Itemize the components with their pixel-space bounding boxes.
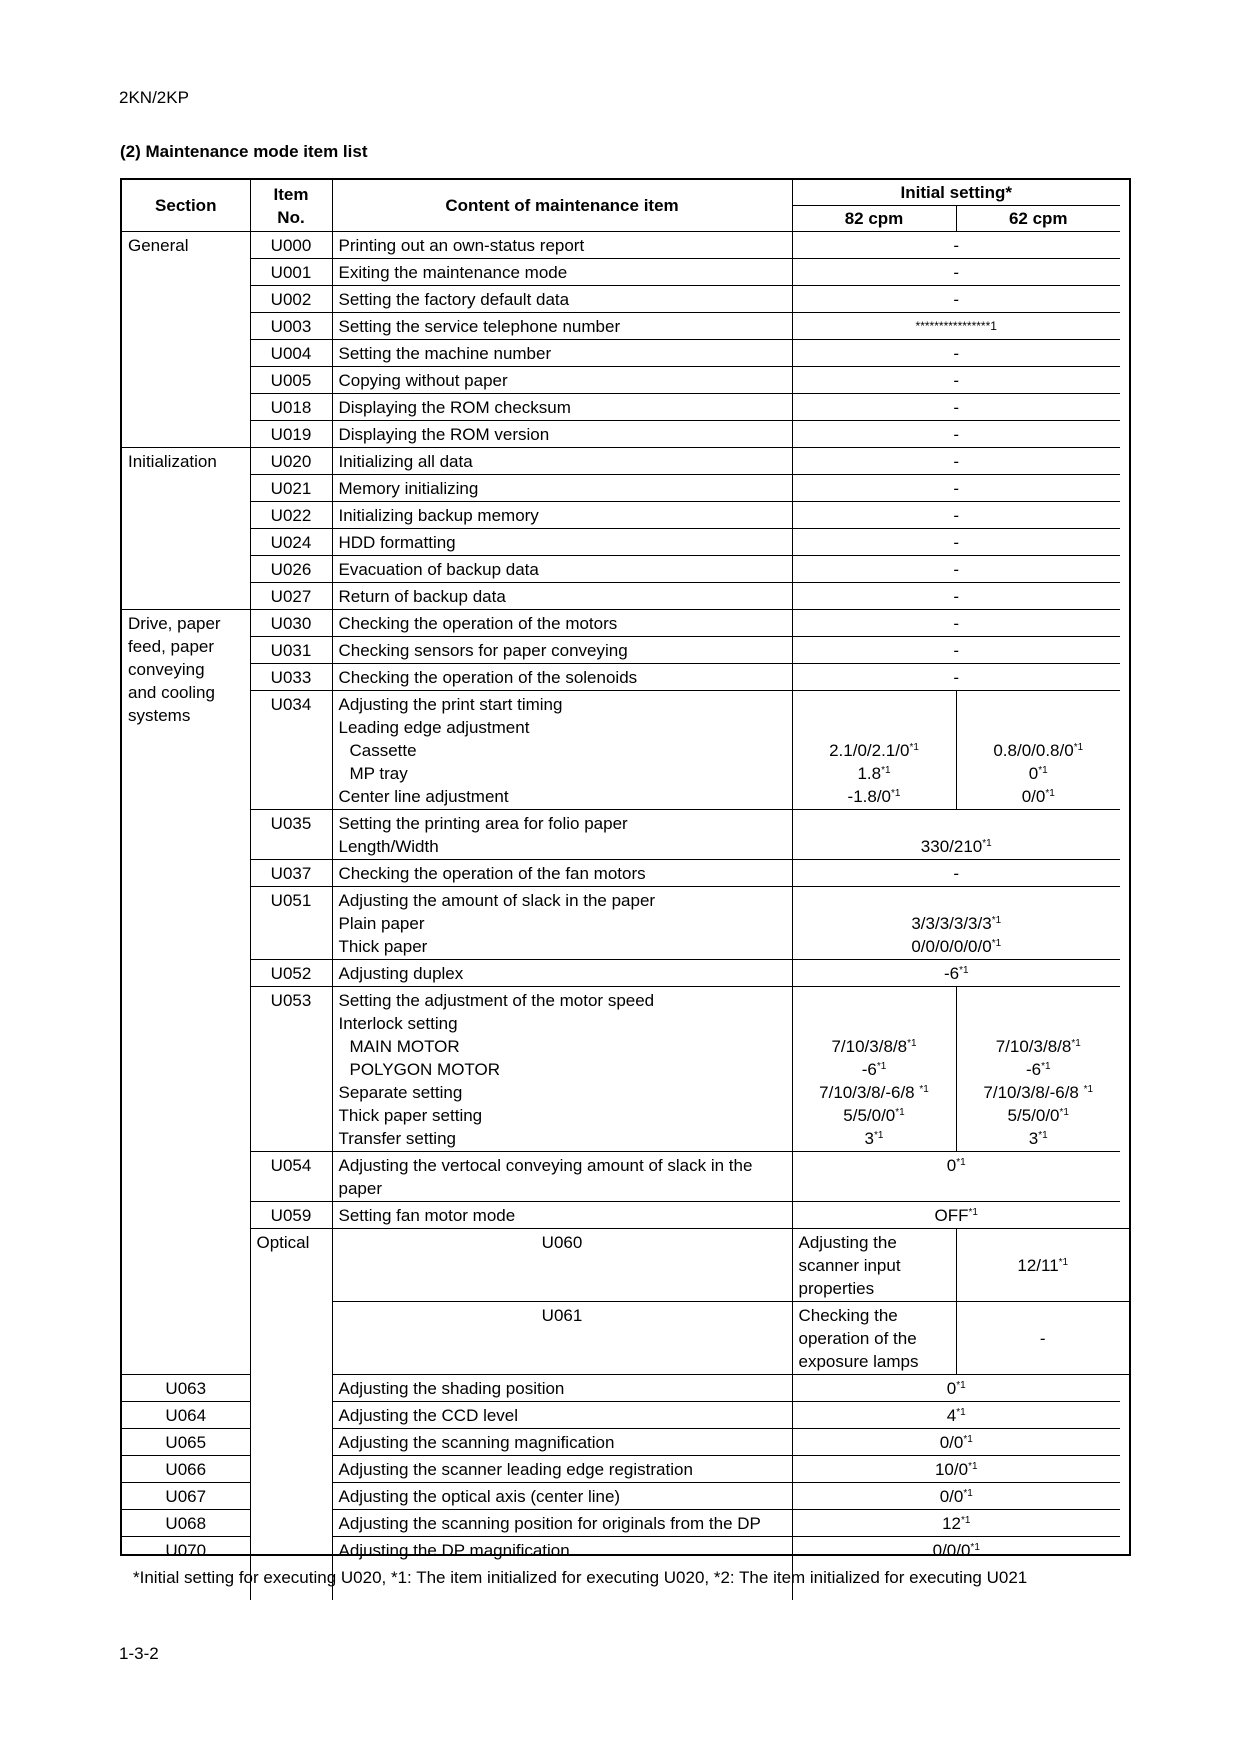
item-no: U061 <box>332 1302 792 1375</box>
item-content: Setting the machine number <box>332 340 792 367</box>
item-content: Checking the operation of the solenoids <box>332 664 792 691</box>
item-no: U022 <box>250 502 332 529</box>
item-no: U060 <box>332 1229 792 1302</box>
section-optical: Optical <box>250 1229 332 1601</box>
item-no: U063 <box>122 1375 250 1402</box>
maintenance-item-table <box>122 180 1129 1600</box>
item-no: U031 <box>250 637 332 664</box>
initial-value: - <box>792 556 1120 583</box>
item-no: U052 <box>250 960 332 987</box>
initial-value: 0/0/0$^{*1}$ <box>792 1537 1120 1601</box>
item-content: Memory initializing <box>332 475 792 502</box>
table-row <box>122 394 1129 421</box>
item-content: Displaying the ROM checksum <box>332 394 792 421</box>
item-content: Adjusting the scanner leading edge registration <box>332 1456 792 1483</box>
item-content: Evacuation of backup data <box>332 556 792 583</box>
item-content: Checking sensors for paper conveying <box>332 637 792 664</box>
initial-value: - <box>792 529 1120 556</box>
item-content: Setting fan motor mode <box>332 1202 792 1229</box>
col-header-item-no: Item No. <box>250 180 332 232</box>
item-content: Return of backup data <box>332 583 792 610</box>
item-content: Adjusting the vertocal conveying amount of slack in the paper <box>332 1152 792 1202</box>
initial-value: - <box>792 502 1120 529</box>
table-row <box>122 475 1129 502</box>
table-row <box>122 887 1129 960</box>
col-header-initial-setting: Initial setting* <box>792 180 1120 206</box>
item-content: Checking the operation of the exposure lamps <box>792 1302 956 1375</box>
section-heading: (2) Maintenance mode item list <box>120 142 368 161</box>
item-content: Checking the operation of the motors <box>332 610 792 637</box>
initial-value: 12/11$^{*1}$ <box>956 1229 1129 1302</box>
item-no: U067 <box>122 1483 250 1510</box>
item-no: U018 <box>250 394 332 421</box>
item-no: U065 <box>122 1429 250 1456</box>
item-content: Adjusting the DP magnification <box>332 1537 792 1601</box>
item-content: Setting the adjustment of the motor speed Interlock setting MAIN MOTOR POLYGON MOTOR Separate setting Thick paper setting Transfer setting <box>332 987 792 1152</box>
item-content: Printing out an own-status report <box>332 232 792 259</box>
item-content: Setting the factory default data <box>332 286 792 313</box>
table-row <box>122 691 1129 810</box>
item-content: Adjusting the print start timing Leading edge adjustment Cassette MP tray Center line adjustment <box>332 691 792 810</box>
initial-value: - <box>792 448 1120 475</box>
initial-value: - <box>792 286 1120 313</box>
table-row <box>122 313 1129 340</box>
col-header-82cpm: 82 cpm <box>792 206 956 232</box>
item-no: U054 <box>250 1152 332 1202</box>
col-header-section: Section <box>122 180 250 232</box>
table-row <box>122 960 1129 987</box>
table-row <box>122 232 1129 259</box>
table-row <box>122 340 1129 367</box>
item-no: U000 <box>250 232 332 259</box>
initial-value: - <box>792 394 1120 421</box>
table-row <box>122 810 1129 860</box>
initial-value: 12$^{*1}$ <box>792 1510 1120 1537</box>
initial-value: - <box>792 475 1120 502</box>
item-no: U026 <box>250 556 332 583</box>
item-no: U033 <box>250 664 332 691</box>
table-row <box>122 1152 1129 1202</box>
table-row <box>122 1229 1129 1302</box>
initial-value: 10/0$^{*1}$ <box>792 1456 1120 1483</box>
item-no: U068 <box>122 1510 250 1537</box>
initial-value: 0/0$^{*1}$ <box>792 1483 1120 1510</box>
initial-value: - <box>792 340 1120 367</box>
initial-value-82cpm: 2.1/0/2.1/0$^{*1}$ 1.8$^{*1}$ -1.8/0$^{*1}$ <box>792 691 956 810</box>
item-no: U035 <box>250 810 332 860</box>
table-row <box>122 502 1129 529</box>
initial-value: ****************1 <box>792 313 1120 340</box>
table-row <box>122 610 1129 637</box>
item-content: Setting the service telephone number <box>332 313 792 340</box>
table-row <box>122 664 1129 691</box>
table-row <box>122 583 1129 610</box>
item-no: U019 <box>250 421 332 448</box>
initial-value: 0/0$^{*1}$ <box>792 1429 1120 1456</box>
item-content: Initializing all data <box>332 448 792 475</box>
initial-value: - <box>792 367 1120 394</box>
table-row <box>122 987 1129 1152</box>
table-row <box>122 421 1129 448</box>
initial-value-62cpm: 0.8/0/0.8/0$^{*1}$ 0$^{*1}$ 0/0$^{*1}$ <box>956 691 1120 810</box>
initial-value: - <box>956 1302 1129 1375</box>
initial-value: - <box>792 860 1120 887</box>
model-code: 2KN/2KP <box>119 88 189 107</box>
item-no: U053 <box>250 987 332 1152</box>
initial-value: - <box>792 664 1120 691</box>
item-no: U003 <box>250 313 332 340</box>
item-content: Adjusting the shading position <box>332 1375 792 1402</box>
initial-value: 4$^{*1}$ <box>792 1402 1120 1429</box>
item-content: Adjusting the scanner input properties <box>792 1229 956 1302</box>
table-row <box>122 448 1129 475</box>
item-content: Adjusting duplex <box>332 960 792 987</box>
initial-value-82cpm: 7/10/3/8/8$^{*1}$ -6$^{*1}$ 7/10/3/8/-6/8 $^{*1}$ 5/5/0/0$^{*1}$ 3$^{*1}$ <box>792 987 956 1152</box>
item-no: U034 <box>250 691 332 810</box>
initial-value: 0$^{*1}$ <box>792 1375 1120 1402</box>
table-row <box>122 556 1129 583</box>
item-content: Checking the operation of the fan motors <box>332 860 792 887</box>
table-footnote: *Initial setting for executing U020, *1: The item initialized for executing U020, *2: The item initialized for executing U021 <box>133 1568 1028 1587</box>
initial-value: - <box>792 259 1120 286</box>
item-no: U002 <box>250 286 332 313</box>
item-content: HDD formatting <box>332 529 792 556</box>
item-no: U004 <box>250 340 332 367</box>
table-row <box>122 286 1129 313</box>
item-no: U024 <box>250 529 332 556</box>
section-drive-systems: Drive, paper feed, paper conveying and cooling systems <box>122 610 250 1375</box>
table-row <box>122 259 1129 286</box>
item-content: Adjusting the amount of slack in the paper Plain paper Thick paper <box>332 887 792 960</box>
initial-value: -6$^{*1}$ <box>792 960 1120 987</box>
initial-value: 330/210$^{*1}$ <box>792 810 1120 860</box>
item-no: U037 <box>250 860 332 887</box>
table-row <box>122 529 1129 556</box>
item-content: Initializing backup memory <box>332 502 792 529</box>
section-general: General <box>122 232 250 448</box>
table-row <box>122 367 1129 394</box>
initial-value-62cpm: 7/10/3/8/8$^{*1}$ -6$^{*1}$ 7/10/3/8/-6/8 $^{*1}$ 5/5/0/0$^{*1}$ 3$^{*1}$ <box>956 987 1120 1152</box>
initial-value: OFF$^{*1}$ <box>792 1202 1120 1229</box>
initial-value: - <box>792 421 1120 448</box>
item-content: Exiting the maintenance mode <box>332 259 792 286</box>
item-no: U059 <box>250 1202 332 1229</box>
initial-value: - <box>792 232 1120 259</box>
item-content: Displaying the ROM version <box>332 421 792 448</box>
table-row <box>122 1202 1129 1229</box>
initial-value: 3/3/3/3/3/3$^{*1}$ 0/0/0/0/0/0$^{*1}$ <box>792 887 1120 960</box>
item-no: U001 <box>250 259 332 286</box>
item-no: U021 <box>250 475 332 502</box>
item-content: Adjusting the scanning position for originals from the DP <box>332 1510 792 1537</box>
initial-value: - <box>792 583 1120 610</box>
item-no: U066 <box>122 1456 250 1483</box>
section-initialization: Initialization <box>122 448 250 610</box>
page-number: 1-3-2 <box>119 1644 159 1663</box>
item-content: Adjusting the CCD level <box>332 1402 792 1429</box>
item-no: U030 <box>250 610 332 637</box>
item-no: U051 <box>250 887 332 960</box>
col-header-62cpm: 62 cpm <box>956 206 1120 232</box>
initial-value: - <box>792 610 1120 637</box>
item-content: Adjusting the optical axis (center line) <box>332 1483 792 1510</box>
item-content: Adjusting the scanning magnification <box>332 1429 792 1456</box>
col-header-content: Content of maintenance item <box>332 180 792 232</box>
initial-value: - <box>792 637 1120 664</box>
item-no: U064 <box>122 1402 250 1429</box>
maintenance-table-frame <box>120 178 1131 1560</box>
table-row <box>122 860 1129 887</box>
item-no: U005 <box>250 367 332 394</box>
table-row <box>122 637 1129 664</box>
item-content: Copying without paper <box>332 367 792 394</box>
initial-value: 0$^{*1}$ <box>792 1152 1120 1202</box>
item-no: U027 <box>250 583 332 610</box>
item-no: U070 <box>122 1537 250 1601</box>
item-content: Setting the printing area for folio paper Length/Width <box>332 810 792 860</box>
item-no: U020 <box>250 448 332 475</box>
